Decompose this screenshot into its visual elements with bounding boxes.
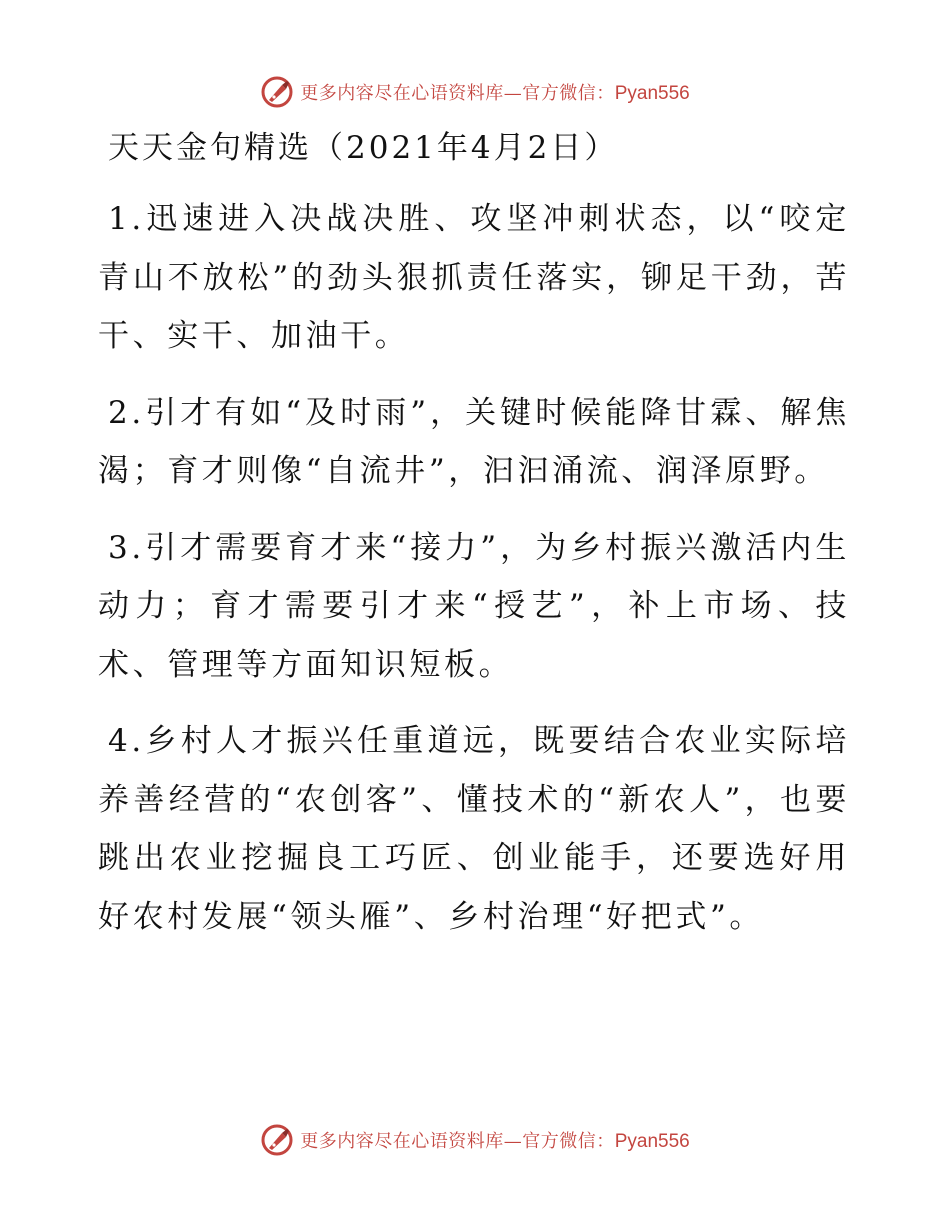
document-title: 天天金句精选（2021年4月2日）: [108, 130, 619, 166]
header-watermark: [0, 72, 950, 112]
quote-item: 4.乡村人才振兴任重道远，既要结合农业实际培养善经营的“农创客”、懂技术的“新农人”，也要跳出农业挖掘良工巧匠、创业能手，还要选好用好农村发展“领头雁”、乡村治理“好把式”。: [98, 723, 850, 935]
watermark-text: 更多内容尽在心语资料库—官方微信：Pyan556: [300, 1131, 690, 1152]
wechat-id: Pyan556: [614, 1131, 690, 1152]
watermark-text: 更多内容尽在心语资料库—官方微信：Pyan556: [300, 83, 690, 104]
pen-nib-logo-icon: [260, 75, 294, 109]
quote-list: [98, 190, 850, 964]
pen-nib-logo-icon: [260, 1123, 294, 1157]
quote-item: 2.引才有如“及时雨”，关键时候能降甘霖、解焦渴；育才则像“自流井”，汩汩涌流、润泽原野。: [98, 394, 850, 489]
quote-item: 1.迅速进入决战决胜、攻坚冲刺状态，以“咬定青山不放松”的劲头狠抓责任落实，铆足干劲，苦干、实干、加油干。: [98, 201, 850, 354]
footer-watermark: [0, 1120, 950, 1160]
wechat-id: Pyan556: [614, 83, 690, 104]
quote-item: 3.引才需要育才来“接力”，为乡村振兴激活内生动力；育才需要引才来“授艺”，补上市场、技术、管理等方面知识短板。: [98, 529, 850, 683]
